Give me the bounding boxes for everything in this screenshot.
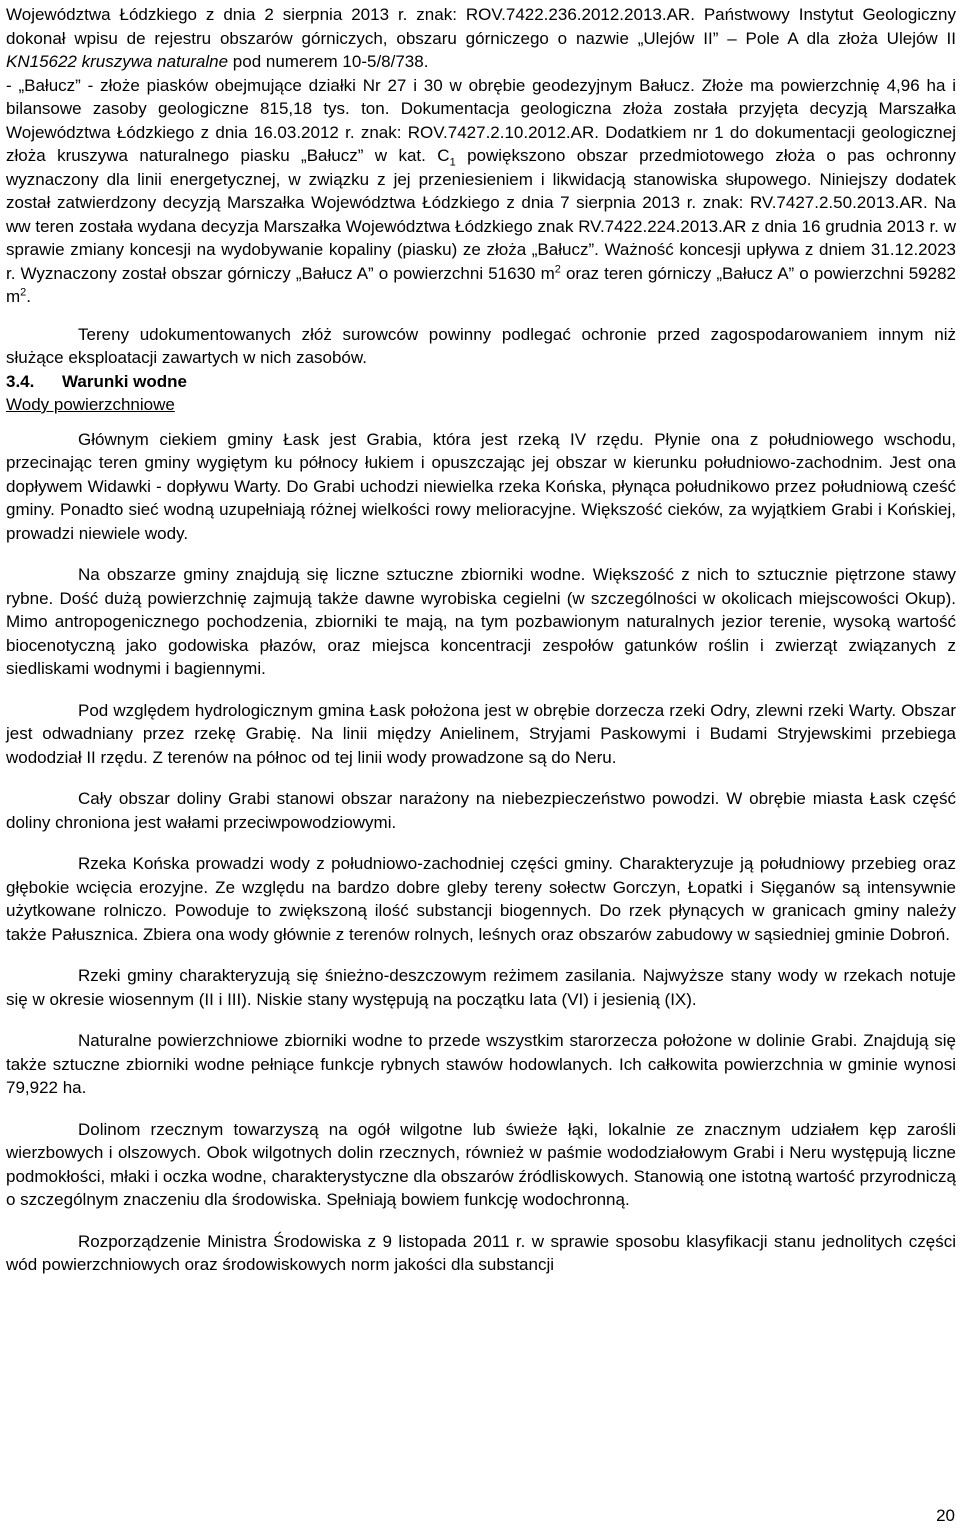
paragraph: Głównym ciekiem gminy Łask jest Grabia, która jest rzeką IV rzędu. Płynie ona z południowego wschodu, przecinając teren gminy wygiętym ku północy łukiem i opuszczając jej obszar w kierunku południowo-zachodnim. Jest ona dopływem Widawki - dopływu Warty. Do Grabi uchodzi niewielka rzeka Końska, płynąca południkowo przez południową cześć gminy. Ponadto sieć wodną uzupełniają różnej wielkości rowy melioracyjne. Większość cieków, za wyjątkiem Grabi i Końskiej, prowadzi niewiele wody. [6,429,956,543]
page-number: 20 [936,1506,955,1525]
subsection-title: Wody powierzchniowe [6,395,175,414]
text-run: pod numerem 10-5/8/738. [228,52,429,71]
text-run: oraz teren górniczy „Bałucz A” o powierzchni 59282 m [6,263,956,306]
paragraph: Naturalne powierzchniowe zbiorniki wodne to przede wszystkim starorzecza położone w dolinie Grabi. Znajdują się także sztuczne zbiorniki wodne pełniące funkcje rybnych stawów hodowlanych. Ich całkowita powierzchnia w gminie wynosi 79,922 ha. [6,1031,956,1097]
document-page [6,3,956,1277]
paragraph: Dolinom rzecznym towarzyszą na ogół wilgotne lub świeże łąki, lokalnie ze znacznym udziałem kęp zarośli wierzbowych i olszowych. Obok wilgotnych dolin rzecznych, również w paśmie wododziałowym Grabi i Neru występują liczne podmokłości, młaki i oczka wodne, charakterystyczne dla obszarów źródliskowych. Stanowią one istotną wartość przyrodniczą o szczególnym znaczeniu dla środowiska. Spełniają bowiem funkcję wodochronną. [6,1119,956,1209]
paragraph: Na obszarze gminy znajdują się liczne sztuczne zbiorniki wodne. Większość z nich to sztucznie piętrzone stawy rybne. Dość dużą powierzchnię zajmują także dawne wyrobiska cegielni (w szczególności w okolicach miejscowości Okup). Mimo antropogenicznego pochodzenia, zbiorniki te mają, na tym pozbawionym naturalnych jezior terenie, wysoką wartość biocenotyczną jako godowiska płazów, oraz miejsca koncentracji zespołów gatunków roślin i zwierząt związanych z siedliskami wodnymi i bagiennymi. [6,565,956,678]
section-number: 3.4. [6,371,35,391]
superscript: 2 [554,262,561,275]
paragraph-intro-2 [6,74,956,309]
section-heading [6,370,956,394]
subscript: 1 [449,156,456,169]
paragraph: Cały obszar doliny Grabi stanowi obszar narażony na niebezpieczeństwo powodzi. W obrębie miasta Łask część doliny chroniona jest wałami przeciwpowodziowymi. [6,789,956,832]
paragraph: Pod względem hydrologicznym gmina Łask położona jest w obrębie dorzecza rzeki Odry, zlewni rzeki Warty. Obszar jest odwadniany przez rzekę Grabię. Na linii między Anielinem, Stryjami Paskowymi i Budami Stryjewskimi przebiega wododział II rzędu. Z terenów na północ od tej linii wody prowadzone są do Neru. [6,700,956,767]
paragraph-intro-3: Tereny udokumentowanych złóż surowców powinny podlegać ochronie przed zagospodarowaniem innym niż służące eksploatacji zawartych w nich zasobów. [6,324,956,367]
text-run: Województwa Łódzkiego z dnia 2 sierpnia 2013 r. znak: ROV.7422.236.2012.2013.AR. Państwowy Instytut Geologiczny dokonał wpisu de rejestru obszarów górniczych, obszaru górniczego o nazwie „Ulejów II” – Pole A dla złoża Ulejów II [6,5,956,48]
paragraph-intro-1 [6,3,956,74]
paragraph: Rozporządzenie Ministra Środowiska z 9 listopada 2011 r. w sprawie sposobu klasyfikacji stanu jednolitych części wód powierzchniowych oraz środowiskowych norm jakości dla substancji [6,1231,956,1274]
paragraph: Rzeka Końska prowadzi wody z południowo-zachodniej części gminy. Charakteryzuje ją południowy przebieg oraz głębokie wcięcia erozyjne. Ze względu na bardzo dobre gleby tereny sołectw Gorczyn, Łopatki i Sięganów są intensywnie użytkowane rolniczo. Powoduje to zwiększoną ilość substancji biogennych. Do rzek płynących w granicach gminy należy także Pałusznica. Zbiera ona wody głównie z terenów rolnych, leśnych oraz obszarów zabudowy w sąsiedniej gminie Dobroń. [6,854,956,944]
text-run: . [26,287,32,306]
text-run: powiększono obszar przedmiotowego złoża o pas ochronny wyznaczony dla linii energetycznej, w związku z jej przeniesieniem i likwidacją stanowiska słupowego. Niniejszy dodatek został zatwierdzony decyzją Marszałka Województwa Łódzkiego z dnia 7 sierpnia 2013 r. znak: RV.7427.2.50.2013.AR. Na ww teren została wydana decyzja Marszałka Województwa Łódzkiego znak RV.7422.224.2013.AR z dnia 16 grudnia 2013 r. w sprawie zmiany koncesji na wydobywanie kopaliny (piasku) ze złoża „Bałucz”. Ważność koncesji upływa z dniem 31.12.2023 r. Wyznaczony został obszar górniczy „Bałucz A” o powierzchni 51630 m [6,146,956,283]
paragraph: Rzeki gminy charakteryzują się śnieżno-deszczowym reżimem zasilania. Najwyższe stany wody w rzekach notuje się w okresie wiosennym (II i III). Niskie stany występują na początku lata (VI) i jesienią (IX). [6,966,956,1009]
italic-text-run: KN15622 kruszywa naturalne [6,52,229,71]
superscript: 2 [20,286,27,299]
section-title: Warunki wodne [62,371,187,391]
text-run: - „Bałucz” - złoże piasków obejmujące działki Nr 27 i 30 w obrębie geodezyjnym Bałucz. Złoże ma powierzchnię 4,96 ha i bilansowe zasoby geologiczne 815,18 tys. ton. Dokumentacja geologiczna złoża została przyjęta decyzją Marszałka Województwa Łódzkiego z dnia 16.03.2012 r. znak: ROV.7427.2.10.2012.AR. Dodatkiem nr 1 do dokumentacji geologicznej złoża kruszywa naturalnego piasku „Bałucz” w kat. C [6,75,956,165]
